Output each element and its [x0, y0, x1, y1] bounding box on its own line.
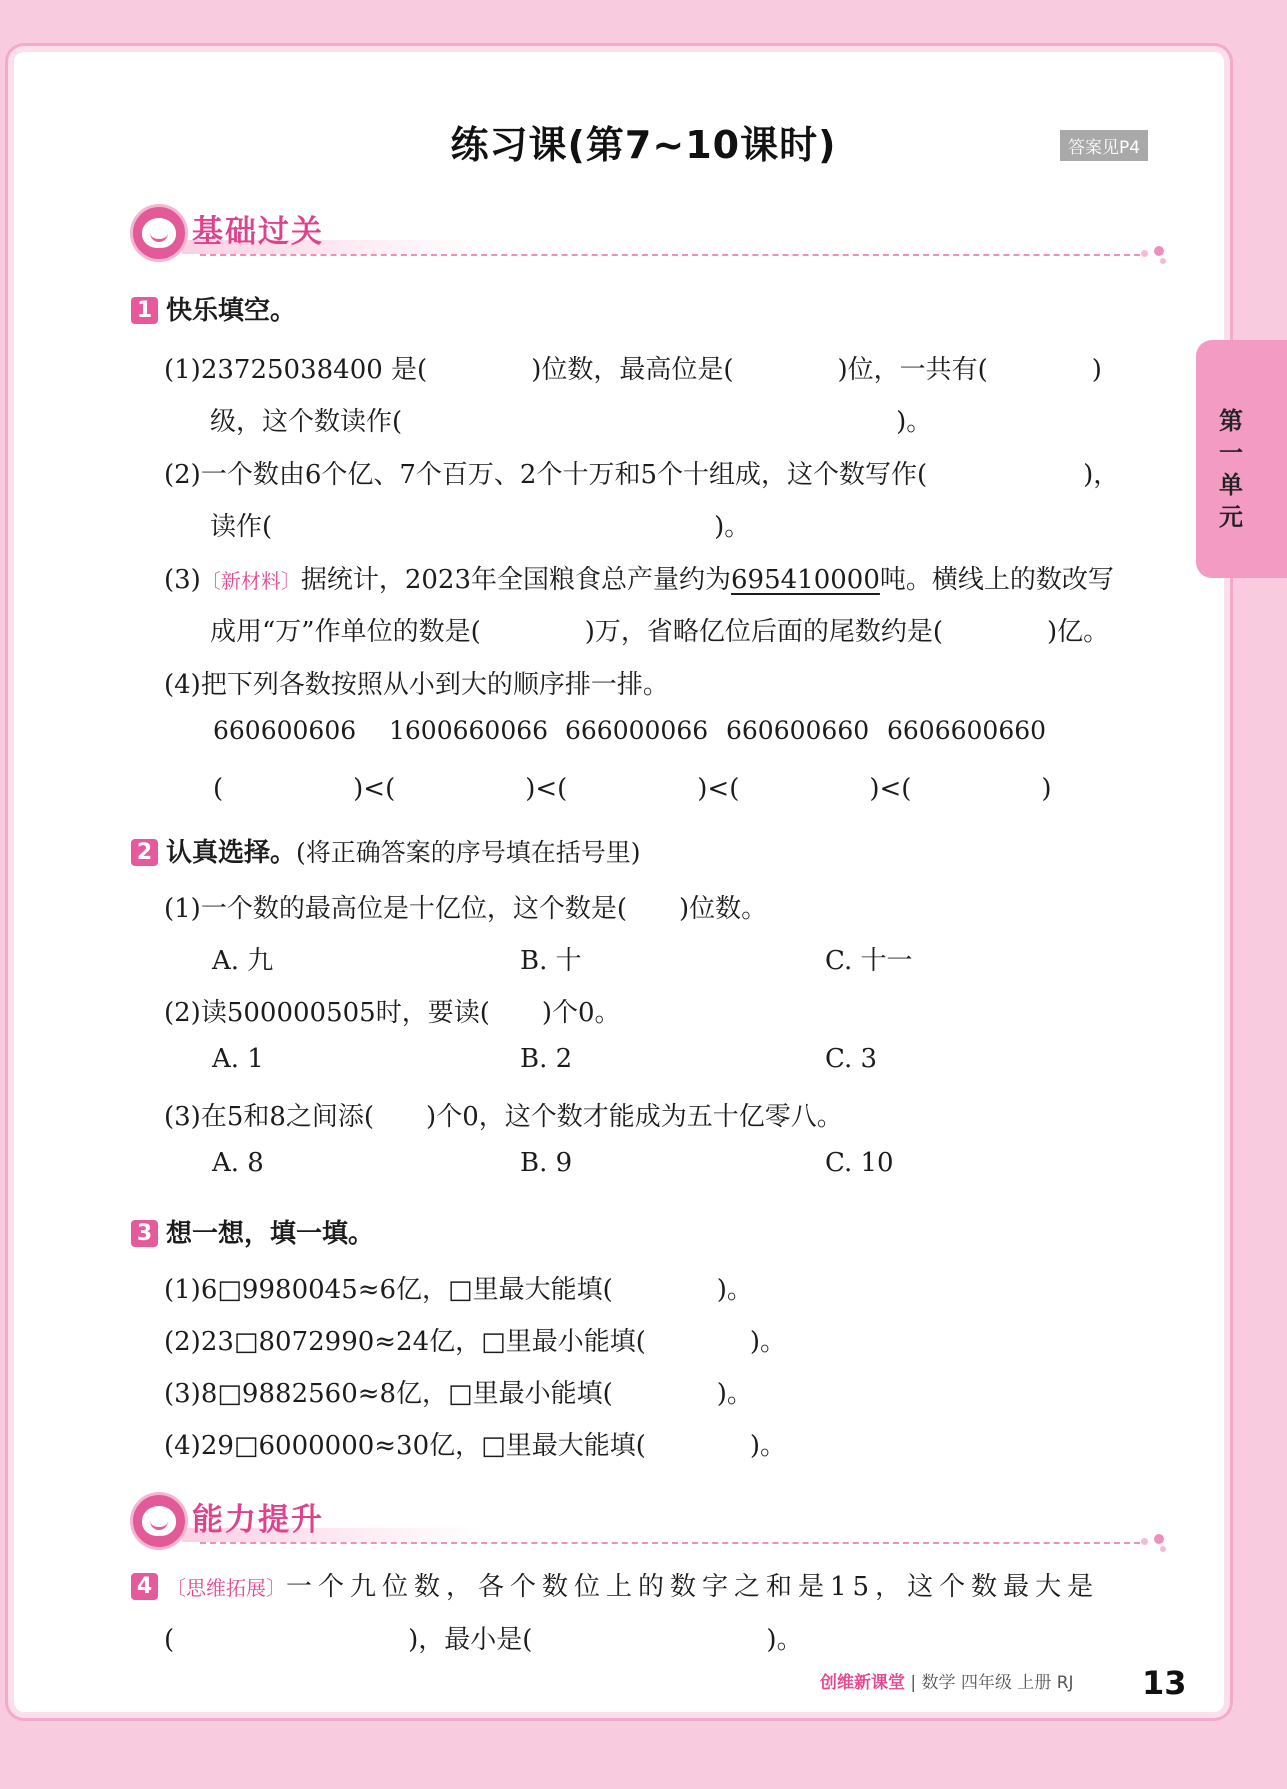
divider-end-dot: [1160, 1546, 1166, 1552]
question-number-badge: 4: [131, 1573, 158, 1600]
q2-part1: (1)一个数的最高位是十亿位，这个数是( )位数。: [164, 894, 768, 924]
section-header-advanced: [130, 1492, 1170, 1552]
choice-a[interactable]: A. 九: [212, 946, 274, 976]
question-number-badge: 1: [131, 297, 158, 324]
q1-part1-line2: 级，这个数读作( )。: [210, 407, 933, 437]
footer-brand: 创维新课堂: [820, 1673, 905, 1693]
q1-part2-line2: 读作( )。: [210, 512, 751, 542]
question-4-line2: ( )，最小是( )。: [164, 1625, 803, 1655]
choice-c[interactable]: C. 10: [825, 1148, 894, 1178]
number-item: 666000066: [565, 716, 709, 745]
ordering-blanks[interactable]: ( )<( )<( )<( )<( ): [213, 774, 1052, 804]
monkey-mascot-icon: [130, 204, 188, 262]
question-2-heading: [131, 832, 641, 869]
choice-c[interactable]: C. 十一: [825, 946, 913, 976]
question-title: 想一想，填一填。: [166, 1219, 375, 1249]
choice-b[interactable]: B. 2: [520, 1044, 573, 1074]
question-note: (将正确答案的序号填在括号里): [296, 838, 641, 867]
number-item: 660600660: [726, 716, 870, 745]
divider-end-dot: [1154, 1534, 1164, 1544]
divider-end-dot: [1141, 250, 1148, 257]
q4-text: 一个九位数，各个数位上的数字之和是15，这个数最大是: [286, 1572, 1100, 1602]
dotted-divider: [200, 1542, 1140, 1544]
question-1-heading: [131, 290, 296, 327]
number-item: 1600660066: [389, 716, 549, 745]
part-number: (3): [164, 565, 201, 595]
footer-info: [820, 1668, 1074, 1693]
q1-part3-text-b: 吨。横线上的数改写: [879, 565, 1114, 595]
q3-item: (4)29□6000000≈30亿，□里最大能填( )。: [164, 1431, 786, 1461]
divider-end-dot: [1141, 1538, 1148, 1545]
question-3-heading: [131, 1213, 374, 1250]
new-material-tag: 〔新材料〕: [200, 569, 301, 593]
underlined-number: 695410000: [731, 565, 880, 595]
unit-side-tab-label: 第一单元: [1219, 407, 1243, 531]
q2-part3: (3)在5和8之间添( )个0，这个数才能成为五十亿零八。: [164, 1102, 843, 1132]
thinking-extension-tag: 〔思维拓展〕: [166, 1576, 286, 1600]
divider-end-dot: [1154, 246, 1164, 256]
q1-part4-line1: (4)把下列各数按照从小到大的顺序排一排。: [164, 670, 669, 700]
dotted-divider: [200, 254, 1140, 256]
monkey-mascot-icon: [130, 1492, 188, 1550]
q3-item: (2)23□8072990≈24亿，□里最小能填( )。: [164, 1327, 786, 1357]
section-header-basic: [130, 204, 1170, 264]
q1-part2-line1: (2)一个数由6个亿、7个百万、2个十万和5个十组成，这个数写作( )，: [164, 460, 1120, 490]
q3-item: (3)8□9882560≈8亿，□里最小能填( )。: [164, 1379, 753, 1409]
choice-c[interactable]: C. 3: [825, 1044, 878, 1074]
divider-end-dot: [1160, 258, 1166, 264]
question-4-line1: [131, 1566, 1099, 1603]
choice-b[interactable]: B. 十: [520, 946, 582, 976]
q2-part2: (2)读500000505时，要读( )个0。: [164, 998, 621, 1028]
number-item: 6606600660: [887, 716, 1047, 745]
page-title: 练习课(第7~10课时): [450, 123, 837, 167]
question-number-badge: 3: [131, 1220, 158, 1247]
choice-a[interactable]: A. 1: [212, 1044, 264, 1074]
q3-item: (1)6□9980045≈6亿，□里最大能填( )。: [164, 1275, 753, 1305]
footer-meta: | 数学 四年级 上册 RJ: [910, 1673, 1074, 1693]
q1-part3-text-a: 据统计，2023年全国粮食总产量约为: [300, 565, 732, 595]
question-title: 快乐填空。: [166, 296, 297, 326]
choice-b[interactable]: B. 9: [520, 1148, 573, 1178]
section-label-advanced: 能力提升: [192, 1502, 324, 1538]
page-number: 13: [1142, 1664, 1187, 1702]
q1-part1-line1: (1)23725038400 是( )位数，最高位是( )位，一共有( ): [164, 355, 1102, 385]
section-label-basic: 基础过关: [192, 214, 324, 250]
answer-reference-tag: 答案见P4: [1060, 130, 1148, 161]
question-title: 认真选择。: [166, 838, 297, 868]
q1-part3-line1: [164, 559, 1114, 596]
number-item: 660600606: [213, 716, 357, 745]
question-number-badge: 2: [131, 839, 158, 866]
unit-side-tab: [1196, 340, 1287, 578]
choice-a[interactable]: A. 8: [212, 1148, 264, 1178]
q1-part3-line2: 成用“万”作单位的数是( )万，省略亿位后面的尾数约是( )亿。: [210, 617, 1110, 647]
